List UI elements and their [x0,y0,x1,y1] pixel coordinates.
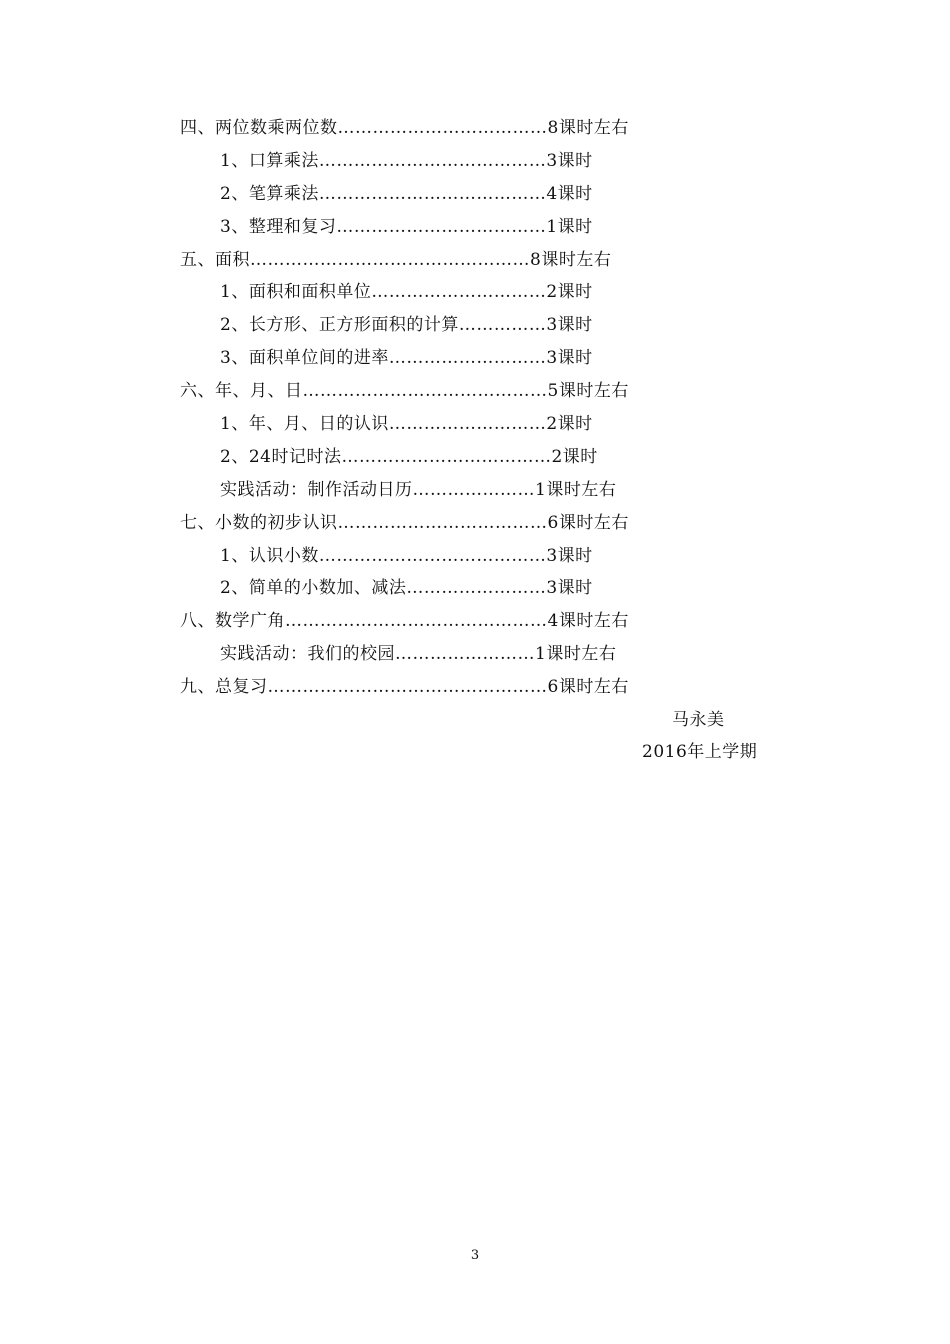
list-item-unit-6: 六、年、月、日……………………………………5课时左右 [180,381,629,402]
page-number: 3 [470,1248,480,1263]
list-item-sub: 实践活动：我们的校园……………………1课时左右 [220,644,617,665]
list-item-unit-8: 八、数学广角………………………………………4课时左右 [180,611,629,632]
list-item-sub: 2、笔算乘法…………………………………4课时 [220,183,593,204]
list-item-sub: 3、整理和复习………………………………1课时 [220,216,593,237]
list-item-sub: 2、24时记时法………………………………2课时 [220,446,598,467]
author-name: 马永美 [672,710,725,730]
list-item-sub: 实践活动：制作活动日历…………………1课时左右 [220,479,617,500]
semester-date: 2016年上学期 [642,742,758,762]
list-item-sub: 1、年、月、日的认识………………………2课时 [220,414,593,435]
list-item-sub: 1、面积和面积单位…………………………2课时 [220,282,593,303]
list-item-sub: 1、口算乘法…………………………………3课时 [220,150,593,171]
list-item-sub: 2、长方形、正方形面积的计算……………3课时 [220,315,593,336]
list-item-sub: 1、认识小数…………………………………3课时 [220,545,593,566]
list-item-unit-9: 九、总复习…………………………………………6课时左右 [180,677,629,698]
list-item-sub: 2、简单的小数加、减法……………………3课时 [220,578,593,599]
list-item-unit-7: 七、小数的初步认识………………………………6课时左右 [180,512,629,533]
list-item-unit-5: 五、面积…………………………………………8课时左右 [180,249,612,270]
list-item-sub: 3、面积单位间的进率………………………3课时 [220,348,593,369]
list-item-unit-4: 四、两位数乘两位数………………………………8课时左右 [180,118,629,138]
teaching-schedule-list [180,112,740,704]
